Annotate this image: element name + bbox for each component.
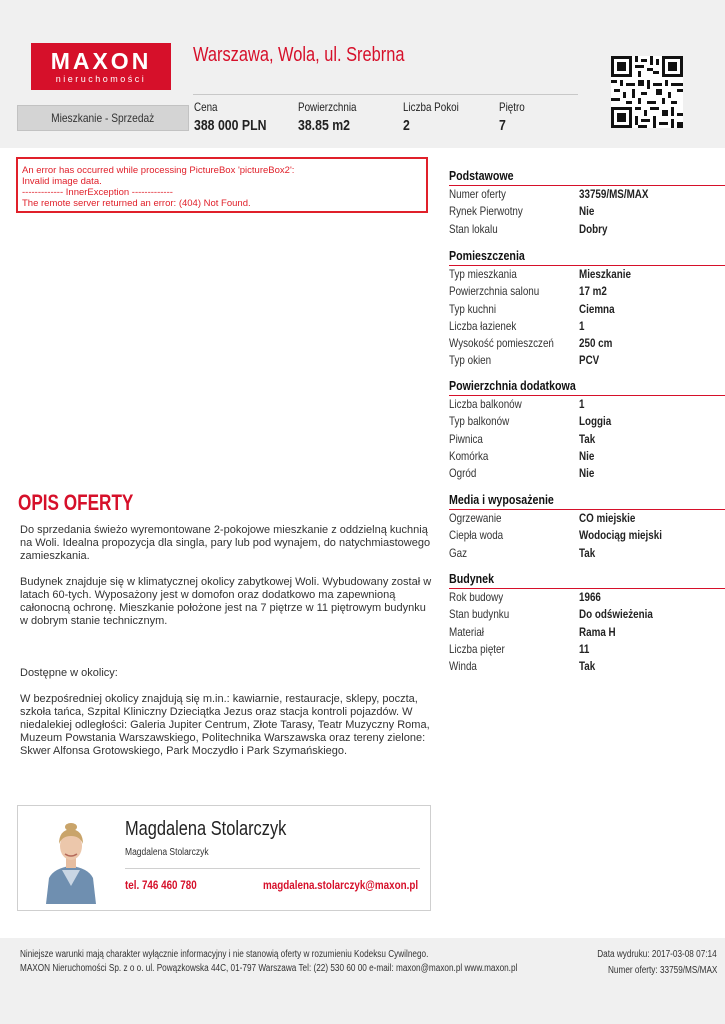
- attr-value: Nie: [579, 204, 595, 219]
- maxon-logo[interactable]: [31, 43, 171, 90]
- attr-value: 1966: [579, 590, 601, 604]
- stat-label: Cena: [194, 100, 218, 114]
- stat-label: Piętro: [499, 100, 525, 114]
- attr-row: [449, 335, 725, 352]
- agent-name: Magdalena Stolarczyk: [125, 818, 287, 840]
- section-title: Podstawowe: [449, 168, 514, 183]
- section-title: Powierzchnia dodatkowa: [449, 378, 576, 393]
- attr-row: [449, 186, 725, 203]
- footer-print-date: Data wydruku: 2017-03-08 07:14: [597, 949, 717, 960]
- attr-value: Wodociąg miejski: [579, 528, 662, 543]
- attr-value: 1: [579, 397, 585, 411]
- error-line: An error has occurred while processing PictureBox 'pictureBox2':: [22, 165, 295, 176]
- logo-sub-text: nieruchomości: [55, 74, 147, 84]
- footer: [0, 938, 725, 1024]
- stat-label: Powierzchnia: [298, 100, 357, 114]
- attr-row: [449, 527, 725, 544]
- attr-row: [449, 624, 725, 641]
- section-title: Media i wyposażenie: [449, 492, 554, 507]
- attr-value: Rama H: [579, 624, 616, 639]
- attr-value: 11: [579, 641, 590, 656]
- attr-row: [449, 413, 725, 430]
- attr-key: Stan budynku: [449, 607, 510, 622]
- offer-title: Warszawa, Wola, ul. Srebrna: [193, 44, 405, 66]
- stat-value: 388 000 PLN: [194, 117, 267, 134]
- attr-row: [449, 301, 725, 318]
- attr-row: [449, 448, 725, 465]
- error-line: ------------- InnerException -------------: [22, 187, 173, 198]
- attr-value: Nie: [579, 448, 595, 463]
- agent-subtitle: Magdalena Stolarczyk: [125, 847, 209, 858]
- attr-key: Typ okien: [449, 353, 492, 368]
- error-message-box: [16, 157, 428, 213]
- agent-divider: [125, 868, 420, 869]
- attr-row: [449, 510, 725, 527]
- stat-rooms: [403, 100, 471, 134]
- description-paragraph: W bezpośredniej okolicy znajdują się m.in.: kawiarnie, restauracje, sklepy, poczta, szkoła tańca, Szpital Kliniczny Dzieciątka Jezus oraz stacja kontroli pojazdów. W niedalekiej odległości: Galeria Jupiter Centrum, Złote Tarasy, Teatr Muzyczny Roma, Muzeum Powstania Warszawskiego, Politechnika Warszawska oraz tereny zielone: Skwer Alfonsa Grotowskiego, Park Moczydło i Park Szymańskiego.: [20, 693, 430, 757]
- stat-value: 38.85 m2: [298, 117, 350, 134]
- attr-value: PCV: [579, 353, 600, 368]
- description-paragraph: Do sprzedania świeżo wyremontowane 2-pokojowe mieszkanie z oddzielną kuchnią na Woli. Idealna propozycja dla singla, pary lub pod wynajem, do natychmiastowego zamieszkania.: [20, 524, 431, 562]
- stat-price: [194, 100, 282, 134]
- attr-row: [449, 641, 725, 658]
- section-building: [449, 571, 725, 675]
- section-additional-area: [449, 378, 725, 482]
- attr-value: Tak: [579, 659, 596, 674]
- attr-value: Tak: [579, 431, 596, 446]
- attr-key: Wysokość pomieszczeń: [449, 336, 554, 351]
- attr-key: Liczba łazienek: [449, 318, 517, 333]
- attr-value: Dobry: [579, 221, 608, 236]
- stat-floor: [499, 100, 530, 134]
- offer-type-label: Mieszkanie - Sprzedaż: [51, 111, 155, 125]
- error-line: Invalid image data.: [22, 176, 102, 187]
- attr-key: Typ mieszkania: [449, 267, 517, 281]
- attr-key: Ciepła woda: [449, 528, 504, 543]
- stat-value: 2: [403, 117, 410, 134]
- stat-area: [298, 100, 369, 134]
- attr-value: CO miejskie: [579, 511, 636, 525]
- attr-value: 250 cm: [579, 336, 613, 351]
- attr-value: Loggia: [579, 414, 612, 429]
- agent-email-link[interactable]: magdalena.stolarczyk@maxon.pl: [262, 878, 418, 892]
- attr-row: [449, 318, 725, 335]
- attr-row: [449, 352, 725, 369]
- agent-photo: [40, 816, 102, 904]
- attr-value: Ciemna: [579, 301, 615, 316]
- qr-code-icon[interactable]: [611, 56, 683, 128]
- section-basic: [449, 168, 725, 238]
- attr-value: Mieszkanie: [579, 267, 631, 281]
- section-rooms: [449, 248, 725, 370]
- attr-row: [449, 266, 725, 283]
- error-line: The remote server returned an error: (404) Not Found.: [22, 198, 251, 209]
- offer-type-badge: [17, 105, 189, 131]
- description-body: [20, 524, 432, 758]
- title-divider: [193, 94, 578, 95]
- attr-value: Do odświeżenia: [579, 607, 653, 622]
- attr-row: [449, 465, 725, 482]
- attr-key: Liczba pięter: [449, 641, 505, 656]
- attr-value: Nie: [579, 466, 595, 481]
- agent-card: [17, 805, 431, 911]
- attr-key: Powierzchnia salonu: [449, 284, 540, 299]
- attr-row: [449, 203, 725, 220]
- attr-key: Ogród: [449, 466, 477, 481]
- attr-key: Liczba balkonów: [449, 397, 522, 411]
- attr-key: Piwnica: [449, 431, 483, 446]
- attr-key: Gaz: [449, 545, 468, 560]
- attr-key: Typ balkonów: [449, 414, 510, 429]
- attr-row: [449, 589, 725, 606]
- description-paragraph: Budynek znajduje się w klimatycznej okolicy zabytkowej Woli. Wybudowany został w latach 60-tych. Wyposażony jest w domofon oraz dodatkowo ma zapewnioną całonocną ochronę. Mieszkanie położone jest na 7 piętrze w 11 piętrowym budynku w dobrym stanie technicznym.: [20, 576, 432, 627]
- attr-row: [449, 221, 725, 238]
- attr-value: 33759/MS/MAX: [579, 187, 649, 201]
- attr-value: 1: [579, 318, 585, 333]
- stat-label: Liczba Pokoi: [403, 100, 459, 114]
- attr-row: [449, 658, 725, 675]
- footer-offer-number: Numer oferty: 33759/MS/MAX: [607, 965, 717, 976]
- section-title: Budynek: [449, 571, 495, 586]
- attr-key: Winda: [449, 659, 477, 674]
- attr-key: Materiał: [449, 624, 485, 639]
- attr-key: Ogrzewanie: [449, 511, 502, 525]
- logo-main-text: MAXON: [50, 48, 152, 74]
- section-title: Pomieszczenia: [449, 248, 525, 263]
- footer-company-info: MAXON Nieruchomości Sp. z o o. ul. Powązkowska 44C, 01-797 Warszawa Tel: (22) 530 60 00 e-mail: maxon@maxon.pl www.maxon.pl: [20, 963, 518, 974]
- attr-row: [449, 431, 725, 448]
- attr-key: Rok budowy: [449, 590, 504, 604]
- footer-disclaimer: Niniejsze warunki mają charakter wyłącznie informacyjny i nie stanowią oferty w rozumieniu Kodeksu Cywilnego.: [20, 949, 429, 960]
- attr-row: [449, 283, 725, 300]
- section-media: [449, 492, 725, 562]
- stat-value: 7: [499, 117, 506, 134]
- attr-row: [449, 545, 725, 562]
- attr-key: Komórka: [449, 448, 489, 463]
- attr-value: Tak: [579, 545, 596, 560]
- description-paragraph: Dostępne w okolicy:: [20, 667, 118, 679]
- attr-row: [449, 606, 725, 623]
- attr-key: Typ kuchni: [449, 301, 497, 316]
- attr-key: Numer oferty: [449, 187, 506, 201]
- attr-key: Rynek Pierwotny: [449, 204, 523, 219]
- attr-key: Stan lokalu: [449, 221, 498, 236]
- attr-row: [449, 396, 725, 413]
- agent-phone-link[interactable]: tel. 746 460 780: [125, 878, 197, 892]
- attr-value: 17 m2: [579, 284, 607, 299]
- description-heading: OPIS OFERTY: [18, 490, 134, 515]
